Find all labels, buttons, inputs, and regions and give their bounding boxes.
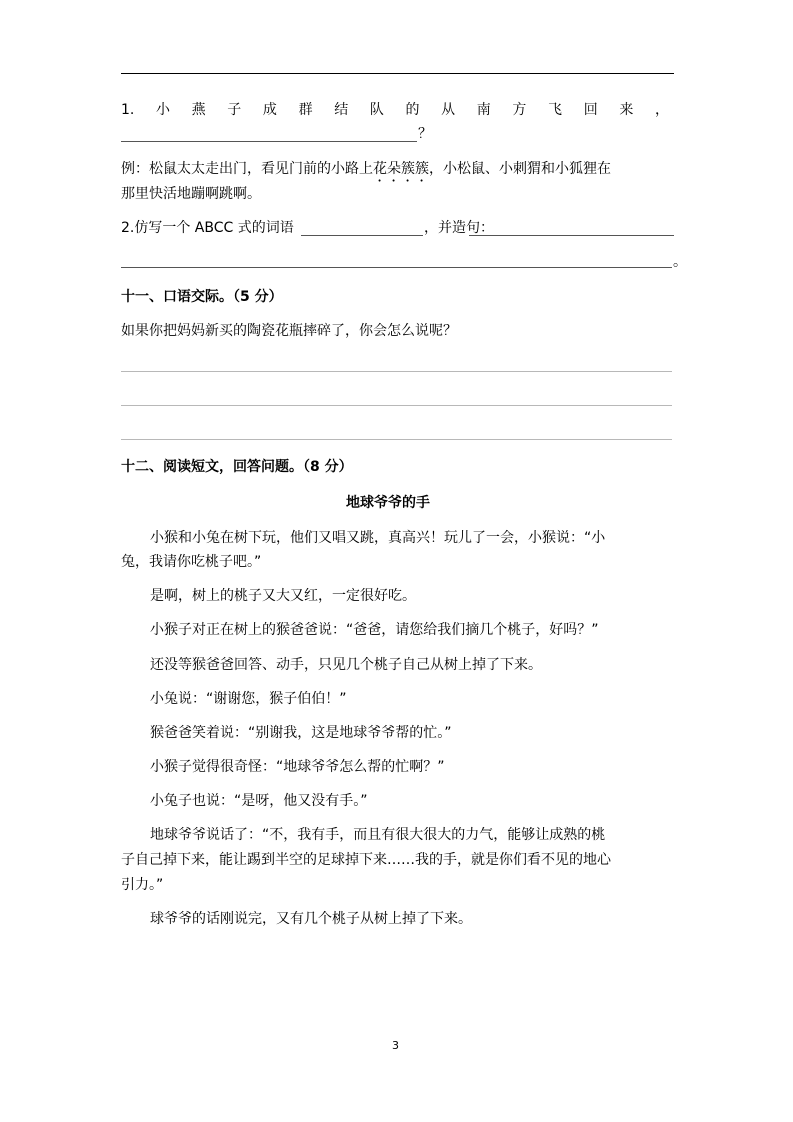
story-paragraph: 地球爷爷说话了：“不，我有手，而且有很大很大的力气，能够让成熟的桃 <box>150 827 606 843</box>
example-text: ，小松鼠、小刺猬和小狐狸在 <box>429 161 611 177</box>
q2-period: 。 <box>673 254 687 270</box>
story-paragraph: 子自己掉下来，能让踢到半空的足球掉下来……我的手，就是你们看不见的地心 <box>121 852 611 868</box>
story-paragraph: 还没等猴爸爸回答、动手，只见几个桃子自己从树上掉了下来。 <box>150 657 542 673</box>
q2-text-b: ，并造句： <box>424 220 494 236</box>
q1-char: 方 <box>512 102 527 118</box>
section11-answer-line-3[interactable] <box>121 439 672 440</box>
story-paragraph: 小猴子觉得很奇怪：“地球爷爷怎么帮的忙啊？” <box>150 759 445 775</box>
section11-title: 十一、口语交际。（5 分） <box>121 289 283 305</box>
q1-sentence <box>121 100 669 120</box>
q1-char: 队 <box>369 102 384 118</box>
q1-char: 南 <box>476 102 491 118</box>
example-line-1 <box>121 159 611 185</box>
section12-title: 十二、阅读短文，回答问题。（8 分） <box>121 459 353 475</box>
story-paragraph: 是啊，树上的桃子又大又红，一定很好吃。 <box>150 588 416 604</box>
q1-char: 结 <box>334 102 349 118</box>
q1-char: 飞 <box>548 102 563 118</box>
q1-char: 的 <box>405 102 420 118</box>
story-paragraph: 兔，我请你吃桃子吧。” <box>121 554 262 570</box>
q2-text-a: 2.仿写一个 ABCC 式的词语 <box>121 220 294 236</box>
header-rule <box>121 73 674 74</box>
section11-answer-line-1[interactable] <box>121 371 672 372</box>
story-paragraph: 小猴和小兔在树下玩，他们又唱又跳，真高兴！玩儿了一会，小猴说：“小 <box>150 530 606 546</box>
story-paragraph: 球爷爷的话刚说完，又有几个桃子从树上掉了下来。 <box>150 911 472 927</box>
q1-answer-blank[interactable] <box>121 141 417 142</box>
q1-char: 从 <box>441 102 456 118</box>
example-dotted-text: 花朵簇簇 <box>373 161 429 177</box>
q2-word-blank[interactable] <box>301 235 423 236</box>
q2-sentence-blank-1[interactable] <box>469 235 674 236</box>
example-line-2: 那里快活地蹦啊跳啊。 <box>121 186 261 202</box>
story-paragraph: 小猴子对正在树上的猴爸爸说：“爸爸，请您给我们摘几个桃子，好吗？” <box>150 622 599 638</box>
example-text: 例：松鼠太太走出门，看见门前的小路上 <box>121 161 373 177</box>
q1-char: 小 <box>156 102 170 118</box>
q1-char: 子 <box>227 102 242 118</box>
q1-char: 燕 <box>191 102 206 118</box>
page-number: 3 <box>392 1039 399 1052</box>
story-paragraph: 猴爸爸笑着说：“别谢我，这是地球爷爷帮的忙。” <box>150 725 452 741</box>
q2-sentence-blank-2[interactable] <box>121 267 672 268</box>
q1-number: 1. <box>121 102 135 118</box>
section11-answer-line-2[interactable] <box>121 405 672 406</box>
q1-char: 成 <box>262 102 277 118</box>
story-paragraph: 小兔子也说：“是呀，他又没有手。” <box>150 793 368 809</box>
story-paragraph: 引力。” <box>121 877 164 893</box>
story-paragraph: 小兔说：“谢谢您，猴子伯伯！” <box>150 691 347 707</box>
story-title: 地球爷爷的手 <box>346 495 430 511</box>
q1-char: 来 <box>619 102 634 118</box>
section11-question: 如果你把妈妈新买的陶瓷花瓶摔碎了，你会怎么说呢？ <box>121 323 457 339</box>
q1-question-mark: ？ <box>418 126 432 142</box>
q1-char: 回 <box>583 102 598 118</box>
q1-char: ， <box>654 102 669 118</box>
q1-char: 群 <box>298 102 313 118</box>
